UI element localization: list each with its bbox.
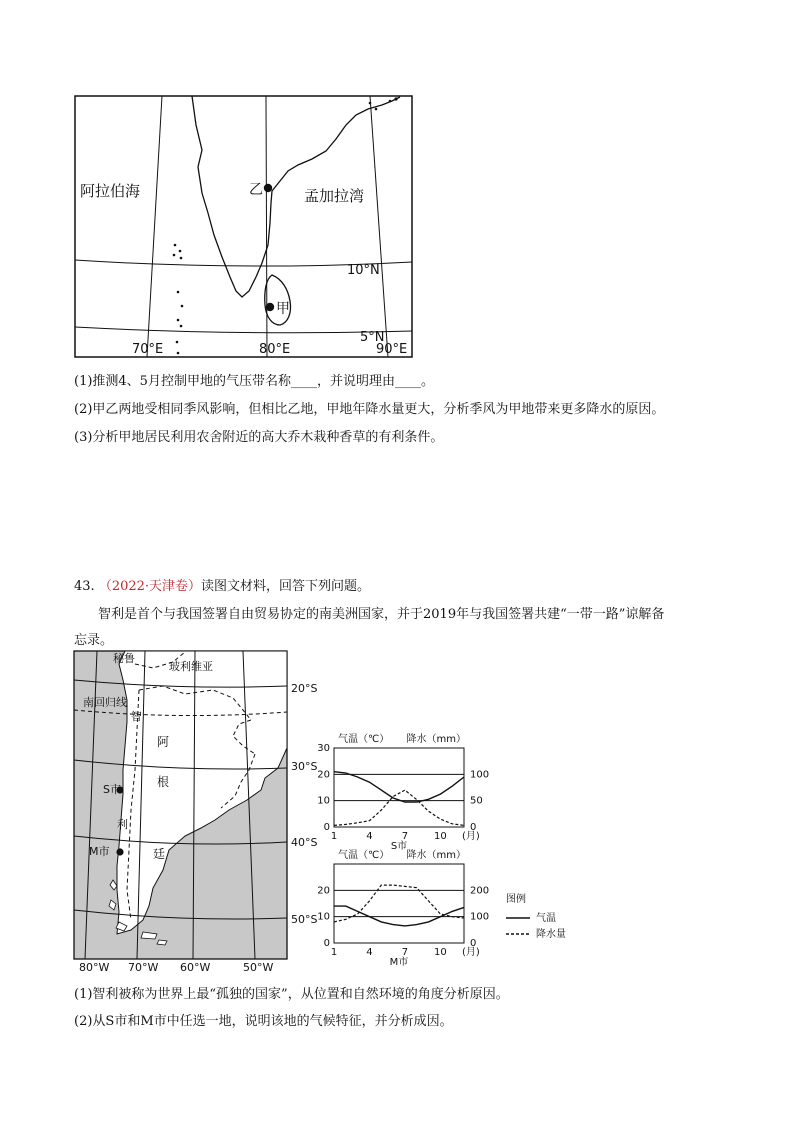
chart0-x-tick-label: 1 [330,831,338,842]
lon-70e-label: 70°E [132,342,164,357]
q43-sub2: (2)从S市和M市中任选一地，说明该地的气候特征，并分析成因。 [74,1014,453,1029]
q43-sub1: (1)智利被称为世界上最“孤独的国家”，从位置和自然环境的角度分析原因。 [74,987,509,1002]
chart1-left-tick-label: 10 [317,911,330,923]
bolivia-label: 玻利维亚 [169,660,213,673]
chart1-x-unit-label: (月) [462,947,480,958]
s-city-label: S市 [103,783,121,796]
argentina-char-ting: 廷 [153,847,166,861]
lat-10n-label: 10°N [347,263,380,278]
q43-source: （2022·天津卷） [98,579,202,594]
q43-instruction: 读图文材料，回答下列问题。 [201,579,371,594]
chart0-x-unit-label: (月) [462,831,480,842]
q42-sub1: (1)推测4、5月控制甲地的气压带名称____，并说明理由____。 [74,374,434,389]
chart0-right-tick-label: 50 [470,795,483,807]
q43-number: 43. [74,579,95,594]
chart0-temperature-line [334,772,464,802]
jia-label: 甲 [276,301,290,317]
q43-material-line1: 智利是首个与我国签署自由贸易协定的南美洲国家，并于2019年与我国签署共建“一带一路”谅解备 [98,607,665,622]
chart0-right-tick-label: 0 [470,822,477,833]
lat-5n-label: 5°N [360,330,385,345]
lat-40s-label: 40°S [291,836,318,849]
chart1-right-axis-label: 降水（mm） [406,850,466,861]
arabian-sea-label: 阿拉伯海 [80,182,141,200]
chart0-left-tick-label: 20 [317,769,330,781]
lat-30s-label: 30°S [291,760,318,773]
tropic-label: 南回归线 [83,696,127,709]
chart1-left-axis-label: 气温（℃） [338,850,390,861]
lon-80w-label: 80°W [79,961,110,974]
chart1-left-tick-label: 20 [317,885,330,897]
chart1-right-tick-label: 0 [470,938,477,949]
chart0-x-tick-label: 4 [366,831,373,842]
chile-char-zhi: 智 [131,710,142,723]
q42-sub2: (2)甲乙两地受相同季风影响，但相比乙地，甲地年降水量更大，分析季风为甲地带来更多降水的原因。 [74,402,665,417]
lat-20s-label: 20°S [291,682,318,695]
chart1-title: M市 [389,957,409,968]
chart1-x-tick-label: 7 [401,947,409,958]
chart0-left-tick-label: 10 [317,795,330,807]
yi-label: 乙 [249,182,263,198]
chart0-right-tick-label: 100 [470,769,490,781]
chart0-title: S市 [390,841,408,852]
chart0-left-tick-label: 0 [323,822,330,833]
chile-char-li: 利 [117,818,128,831]
argentina-char-gen: 根 [157,775,170,789]
bay-of-bengal-label: 孟加拉湾 [304,187,365,205]
yi-location-dot [264,184,272,192]
south-america-map [73,650,289,975]
m-city-label: M市 [89,845,110,858]
s-city-climate-chart [312,732,512,857]
lon-70w-label: 70°W [128,961,159,974]
q43-header [74,578,370,596]
chart1-x-tick-label: 10 [433,947,447,958]
lon-90e-label: 90°E [376,342,408,357]
chart1-legend-title: 图例 [506,894,526,905]
chart0-left-tick-label: 30 [317,743,330,754]
lon-50w-label: 50°W [243,961,274,974]
chart1-legend-label: 气温 [536,913,556,924]
peru-label: 秘鲁 [113,652,135,665]
chart1-x-tick-label: 4 [366,947,373,958]
chart1-x-tick-label: 1 [330,947,338,958]
lat-50s-label: 50°S [291,913,318,926]
chart0-plot-frame [334,748,464,827]
chart1-plot-frame [334,864,464,943]
argentina-char-a: 阿 [157,735,170,749]
q43-material-line2: 忘录。 [74,633,114,648]
chart0-left-axis-label: 气温（℃） [338,734,390,745]
chart1-legend-label: 降水量 [536,929,566,940]
chart1-right-tick-label: 100 [470,911,490,923]
chart0-x-tick-label: 7 [401,831,409,842]
m-city-climate-chart [312,848,592,973]
lon-80e-label: 80°E [259,342,291,357]
chart1-right-tick-label: 200 [470,885,490,897]
q42-sub3: (3)分析甲地居民利用农舍附近的高大乔木栽种香草的有利条件。 [74,430,444,445]
south-asia-map [74,95,414,358]
m-city-dot [116,848,123,855]
chart0-x-tick-label: 10 [433,831,447,842]
chart0-right-axis-label: 降水（mm） [406,734,466,745]
chart1-left-tick-label: 0 [323,938,330,949]
chart0-precipitation-line [334,790,464,825]
lon-60w-label: 60°W [180,961,211,974]
jia-location-dot [266,303,274,311]
